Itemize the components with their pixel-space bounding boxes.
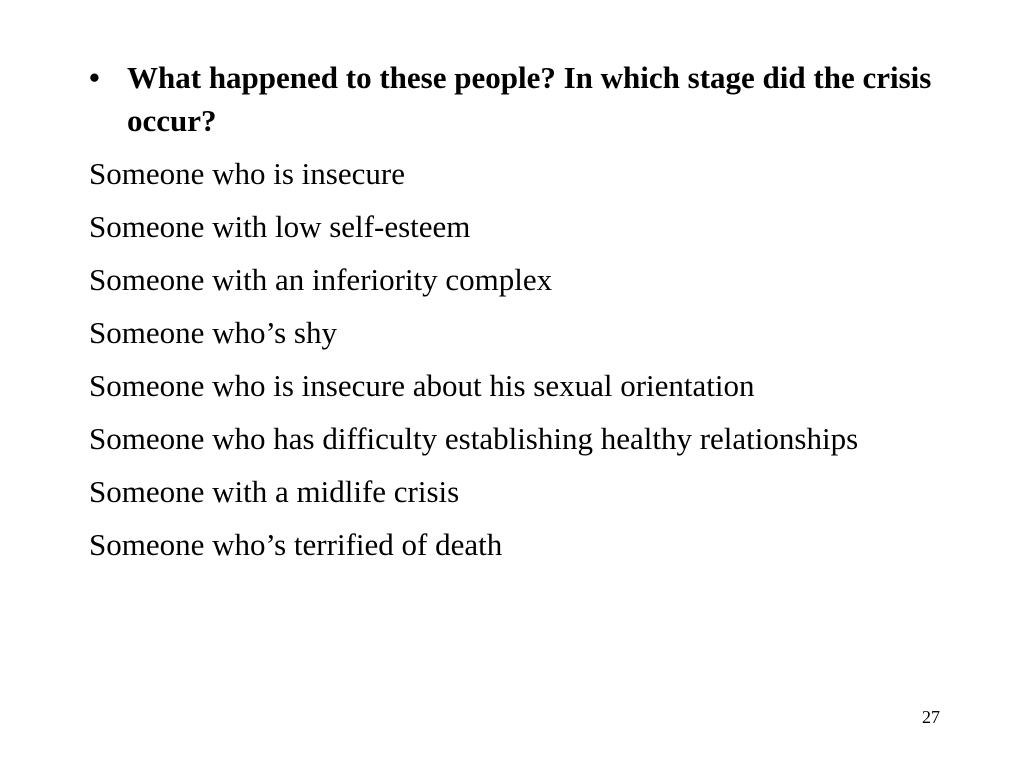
list-item: Someone who has difficulty establishing healthy relationships (89, 421, 859, 456)
question-text: What happened to these people? In which stage did the crisis occur? (127, 60, 932, 138)
list-item: Someone who’s shy (89, 315, 337, 350)
list-item: Someone with a midlife crisis (89, 474, 460, 509)
list-item: Someone with low self-esteem (89, 209, 471, 244)
list-item: Someone who is insecure about his sexual orientation (89, 368, 755, 403)
bullet-icon: • (89, 60, 100, 95)
question-bullet (89, 56, 959, 142)
list-item: Someone who is insecure (89, 156, 405, 191)
list-item: Someone who’s terrified of death (89, 527, 503, 562)
list-item: Someone with an inferiority complex (89, 262, 553, 297)
item-list (89, 152, 969, 576)
page-number: 27 (922, 707, 940, 727)
